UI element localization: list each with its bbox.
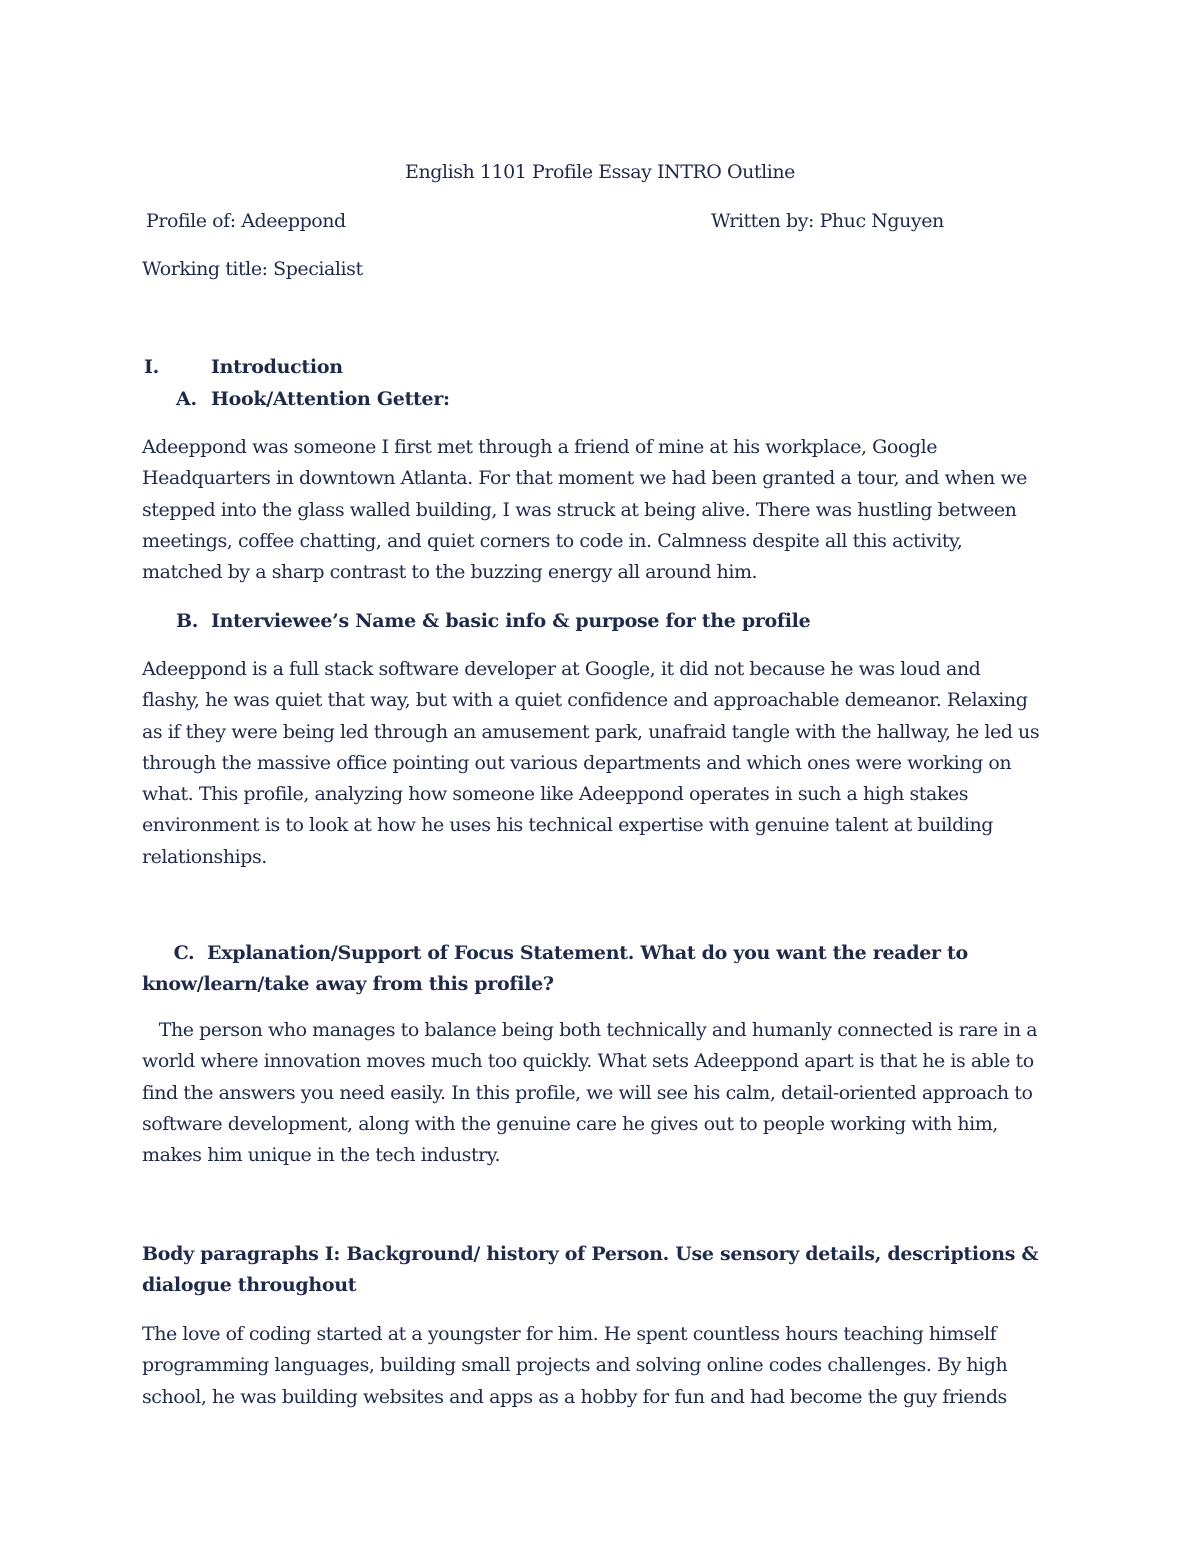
interviewee-heading: Interviewee’s Name & basic info & purpose for the profile bbox=[211, 610, 811, 632]
section-title: Introduction bbox=[211, 356, 343, 378]
focus-paragraph bbox=[142, 1015, 1037, 1171]
section-numeral: I. bbox=[144, 356, 159, 378]
written-by: Written by: Phuc Nguyen bbox=[711, 210, 944, 232]
hook-letter: A. bbox=[176, 388, 197, 410]
paragraph-line: stepped into the glass walled building, I was struck at being alive. There was hustling between bbox=[142, 498, 1017, 521]
interviewee-letter: B. bbox=[176, 610, 199, 632]
paragraph-line: software development, along with the genuine care he gives out to people working with him, bbox=[142, 1112, 998, 1135]
paragraph-line: what. This profile, analyzing how someone like Adeeppond operates in such a high stakes bbox=[142, 783, 969, 806]
paragraph-line: school, he was building websites and apps as a hobby for fun and had become the guy friends bbox=[142, 1385, 1007, 1408]
paragraph-line: Headquarters in downtown Atlanta. For that moment we had been granted a tour, and when we bbox=[142, 467, 1027, 490]
paragraph-line: flashy, he was quiet that way, but with a quiet confidence and approachable demeanor. Relaxing bbox=[142, 689, 1028, 712]
paragraph-line: programming languages, building small projects and solving online codes challenges. By high bbox=[142, 1354, 1008, 1377]
paragraph-line: makes him unique in the tech industry. bbox=[142, 1144, 501, 1167]
paragraph-line: world where innovation moves much too quickly. What sets Adeeppond apart is that he is able to bbox=[142, 1050, 1034, 1073]
heading-line: know/learn/take away from this profile? bbox=[142, 973, 554, 996]
paragraph-line: The love of coding started at a youngster for him. He spent countless hours teaching himself bbox=[142, 1323, 997, 1345]
paragraph-line: Adeeppond is a full stack software developer at Google, it did not because he was loud and bbox=[142, 658, 981, 680]
hook-heading: Hook/Attention Getter: bbox=[211, 388, 450, 410]
working-title: Working title: Specialist bbox=[142, 258, 363, 280]
paragraph-line: through the massive office pointing out various departments and which ones were working on bbox=[142, 751, 1012, 774]
paragraph-line: relationships. bbox=[142, 845, 267, 868]
paragraph-line: The person who manages to balance being both technically and humanly connected is rare in a bbox=[142, 1019, 1038, 1041]
body-heading bbox=[142, 1239, 1038, 1302]
heading-line: C. Explanation/Support of Focus Statement. What do you want the reader to bbox=[142, 942, 968, 964]
document-title: English 1101 Profile Essay INTRO Outline bbox=[405, 161, 795, 183]
focus-heading bbox=[142, 938, 968, 1001]
body-paragraph bbox=[142, 1319, 1007, 1413]
interviewee-paragraph bbox=[142, 654, 1039, 873]
paragraph-line: matched by a sharp contrast to the buzzing energy all around him. bbox=[142, 561, 758, 584]
paragraph-line: as if they were being led through an amusement park, unafraid tangle with the hallway, he led us bbox=[142, 720, 1040, 743]
heading-line: Body paragraphs I: Background/ history of Person. Use sensory details, descriptions & bbox=[142, 1243, 1039, 1265]
hook-paragraph bbox=[142, 432, 1027, 588]
paragraph-line: meetings, coffee chatting, and quiet corners to code in. Calmness despite all this activity, bbox=[142, 529, 963, 552]
heading-line: dialogue throughout bbox=[142, 1274, 357, 1297]
paragraph-line: Adeeppond was someone I first met through a friend of mine at his workplace, Google bbox=[142, 436, 938, 458]
paragraph-line: environment is to look at how he uses his technical expertise with genuine talent at building bbox=[142, 814, 993, 837]
profile-of: Profile of: Adeeppond bbox=[146, 210, 346, 232]
paragraph-line: find the answers you need easily. In this profile, we will see his calm, detail-oriented approach to bbox=[142, 1081, 1033, 1104]
